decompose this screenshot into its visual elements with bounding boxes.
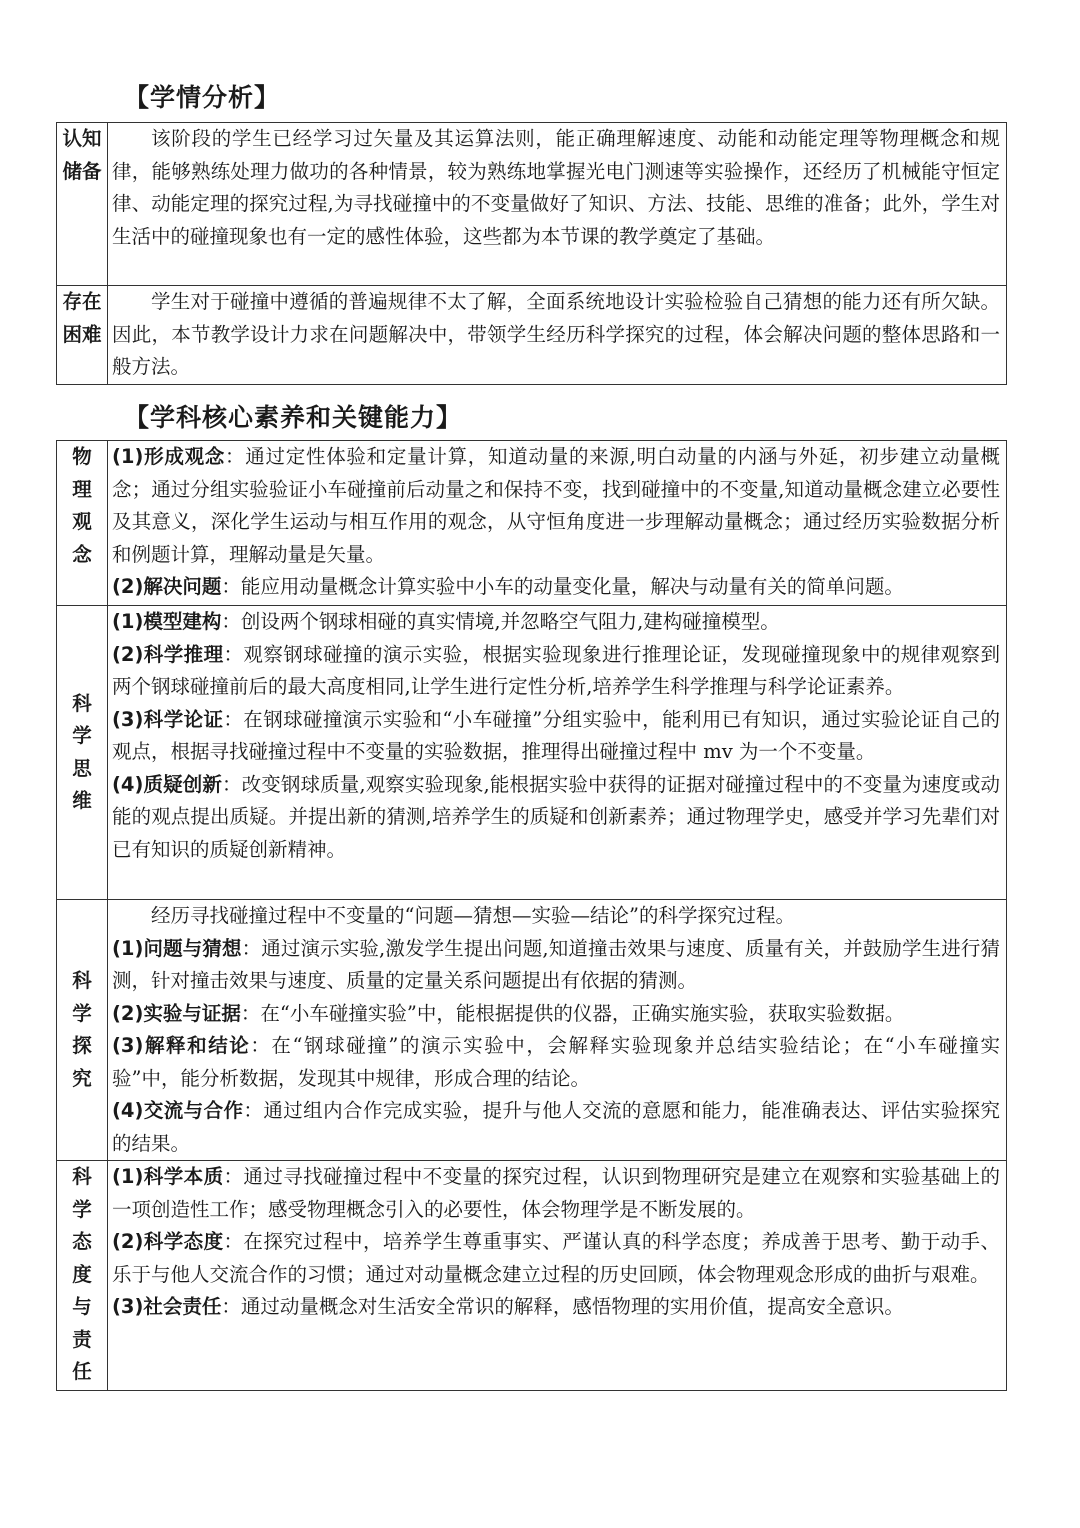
list-item: (1)问题与猜想：通过演示实验,激发学生提出问题,知道撞击效果与速度、质量有关，并鼓励学生进行猜测，针对撞击效果与速度、质量的定量关系问题提出有依据的猜测。 <box>112 936 1000 992</box>
table-row <box>57 1161 1007 1391</box>
list-item: (2)科学态度：在探究过程中，培养学生尊重事实、严谨认真的科学态度；养成善于思考、勤于动手、乐于与他人交流合作的习惯；通过对动量概念建立过程的历史回顾，体会物理观念形成的曲折与艰难。 <box>112 1230 1000 1286</box>
section-title-learning-analysis: 【学情分析】 <box>124 83 281 112</box>
row-content <box>108 900 1007 1161</box>
list-item: (1)模型建构：创设两个钢球相碰的真实情境,并忽略空气阻力,建构碰撞模型。 <box>112 610 780 633</box>
row-label: 物理观念 <box>57 441 108 606</box>
paragraph: 学生对于碰撞中遵循的普遍规律不太了解，全面系统地设计实验检验自己猜想的能力还有所欠缺。因此，本节教学设计力求在问题解决中，带领学生经历科学探究的过程，体会解决问题的整体思路和一般方法。 <box>112 290 1000 378</box>
row-label: 科学探究 <box>57 900 108 1161</box>
row-label: 认知储备 <box>57 123 108 286</box>
row-label: 科学态度与责任 <box>57 1161 108 1391</box>
list-item: (2)解决问题：能应用动量概念计算实验中小车的动量变化量，解决与动量有关的简单问题。 <box>112 575 904 598</box>
list-item: (2)实验与证据：在“小车碰撞实验”中，能根据提供的仪器，正确实施实验，获取实验数据。 <box>112 1001 905 1025</box>
row-content <box>108 286 1007 385</box>
list-item: (3)解释和结论：在“钢球碰撞”的演示实验中，会解释实验现象并总结实验结论；在“小车碰撞实验”中，能分析数据，发现其中规律，形成合理的结论。 <box>112 1034 1000 1090</box>
section-title-core-competencies: 【学科核心素养和关键能力】 <box>124 403 463 432</box>
row-content <box>108 606 1007 900</box>
table-row <box>57 441 1007 606</box>
list-item: (3)科学论证：在钢球碰撞演示实验和“小车碰撞”分组实验中，能利用已有知识，通过实验论证自己的观点，根据寻找碰撞过程中不变量的实验数据，推理得出碰撞过程中 mv 为一个不变量。 <box>112 707 1000 763</box>
table-row <box>57 123 1007 286</box>
table-row <box>57 286 1007 385</box>
list-item: (4)质疑创新：改变钢球质量,观察实验现象,能根据实验中获得的证据对碰撞过程中的不变量为速度或动能的观点提出质疑。并提出新的猜测,培养学生的质疑和创新素养；通过物理学史，感受并学习先辈们对已有知识的质疑创新精神。 <box>112 772 1000 861</box>
table-row <box>57 606 1007 900</box>
paragraph: 该阶段的学生已经学习过矢量及其运算法则，能正确理解速度、动能和动能定理等物理概念和规律，能够熟练处理力做功的各种情景，较为熟练地掌握光电门测速等实验操作，还经历了机械能守恒定律、动能定理的探究过程,为寻找碰撞中的不变量做好了知识、方法、技能、思维的准备；此外，学生对生活中的碰撞现象也有一定的感性体验，这些都为本节课的教学奠定了基础。 <box>112 127 1000 248</box>
row-content <box>108 1161 1007 1391</box>
row-content <box>108 441 1007 606</box>
row-label: 存在困难 <box>57 286 108 385</box>
list-item: (1)科学本质：通过寻找碰撞过程中不变量的探究过程，认识到物理研究是建立在观察和实验基础上的一项创造性工作；感受物理概念引入的必要性，体会物理学是不断发展的。 <box>112 1165 1000 1221</box>
learning-analysis-table <box>56 122 1007 385</box>
list-item: (3)社会责任：通过动量概念对生活安全常识的解释，感悟物理的实用价值，提高安全意识。 <box>112 1295 904 1318</box>
row-label: 科学思维 <box>57 606 108 900</box>
list-item: (2)科学推理：观察钢球碰撞的演示实验，根据实验现象进行推理论证，发现碰撞现象中的规律观察到两个钢球碰撞前后的最大高度相同,让学生进行定性分析,培养学生科学推理与科学论证素养。 <box>112 642 1000 698</box>
row-content <box>108 123 1007 286</box>
list-item: (4)交流与合作：通过组内合作完成实验，提升与他人交流的意愿和能力，能准确表达、评估实验探究的结果。 <box>112 1099 1000 1155</box>
paragraph: 经历寻找碰撞过程中不变量的“问题—猜想—实验—结论”的科学探究过程。 <box>151 904 795 927</box>
list-item: (1)形成观念：通过定性体验和定量计算，知道动量的来源,明白动量的内涵与外延，初步建立动量概念；通过分组实验验证小车碰撞前后动量之和保持不变，找到碰撞中的不变量,知道动量概念建立必要性及其意义，深化学生运动与相互作用的观念，从守恒角度进一步理解动量概念；通过经历实验数据分析和例题计算，理解动量是矢量。 <box>112 445 1000 566</box>
core-competencies-table <box>56 440 1007 1391</box>
table-row <box>57 900 1007 1161</box>
